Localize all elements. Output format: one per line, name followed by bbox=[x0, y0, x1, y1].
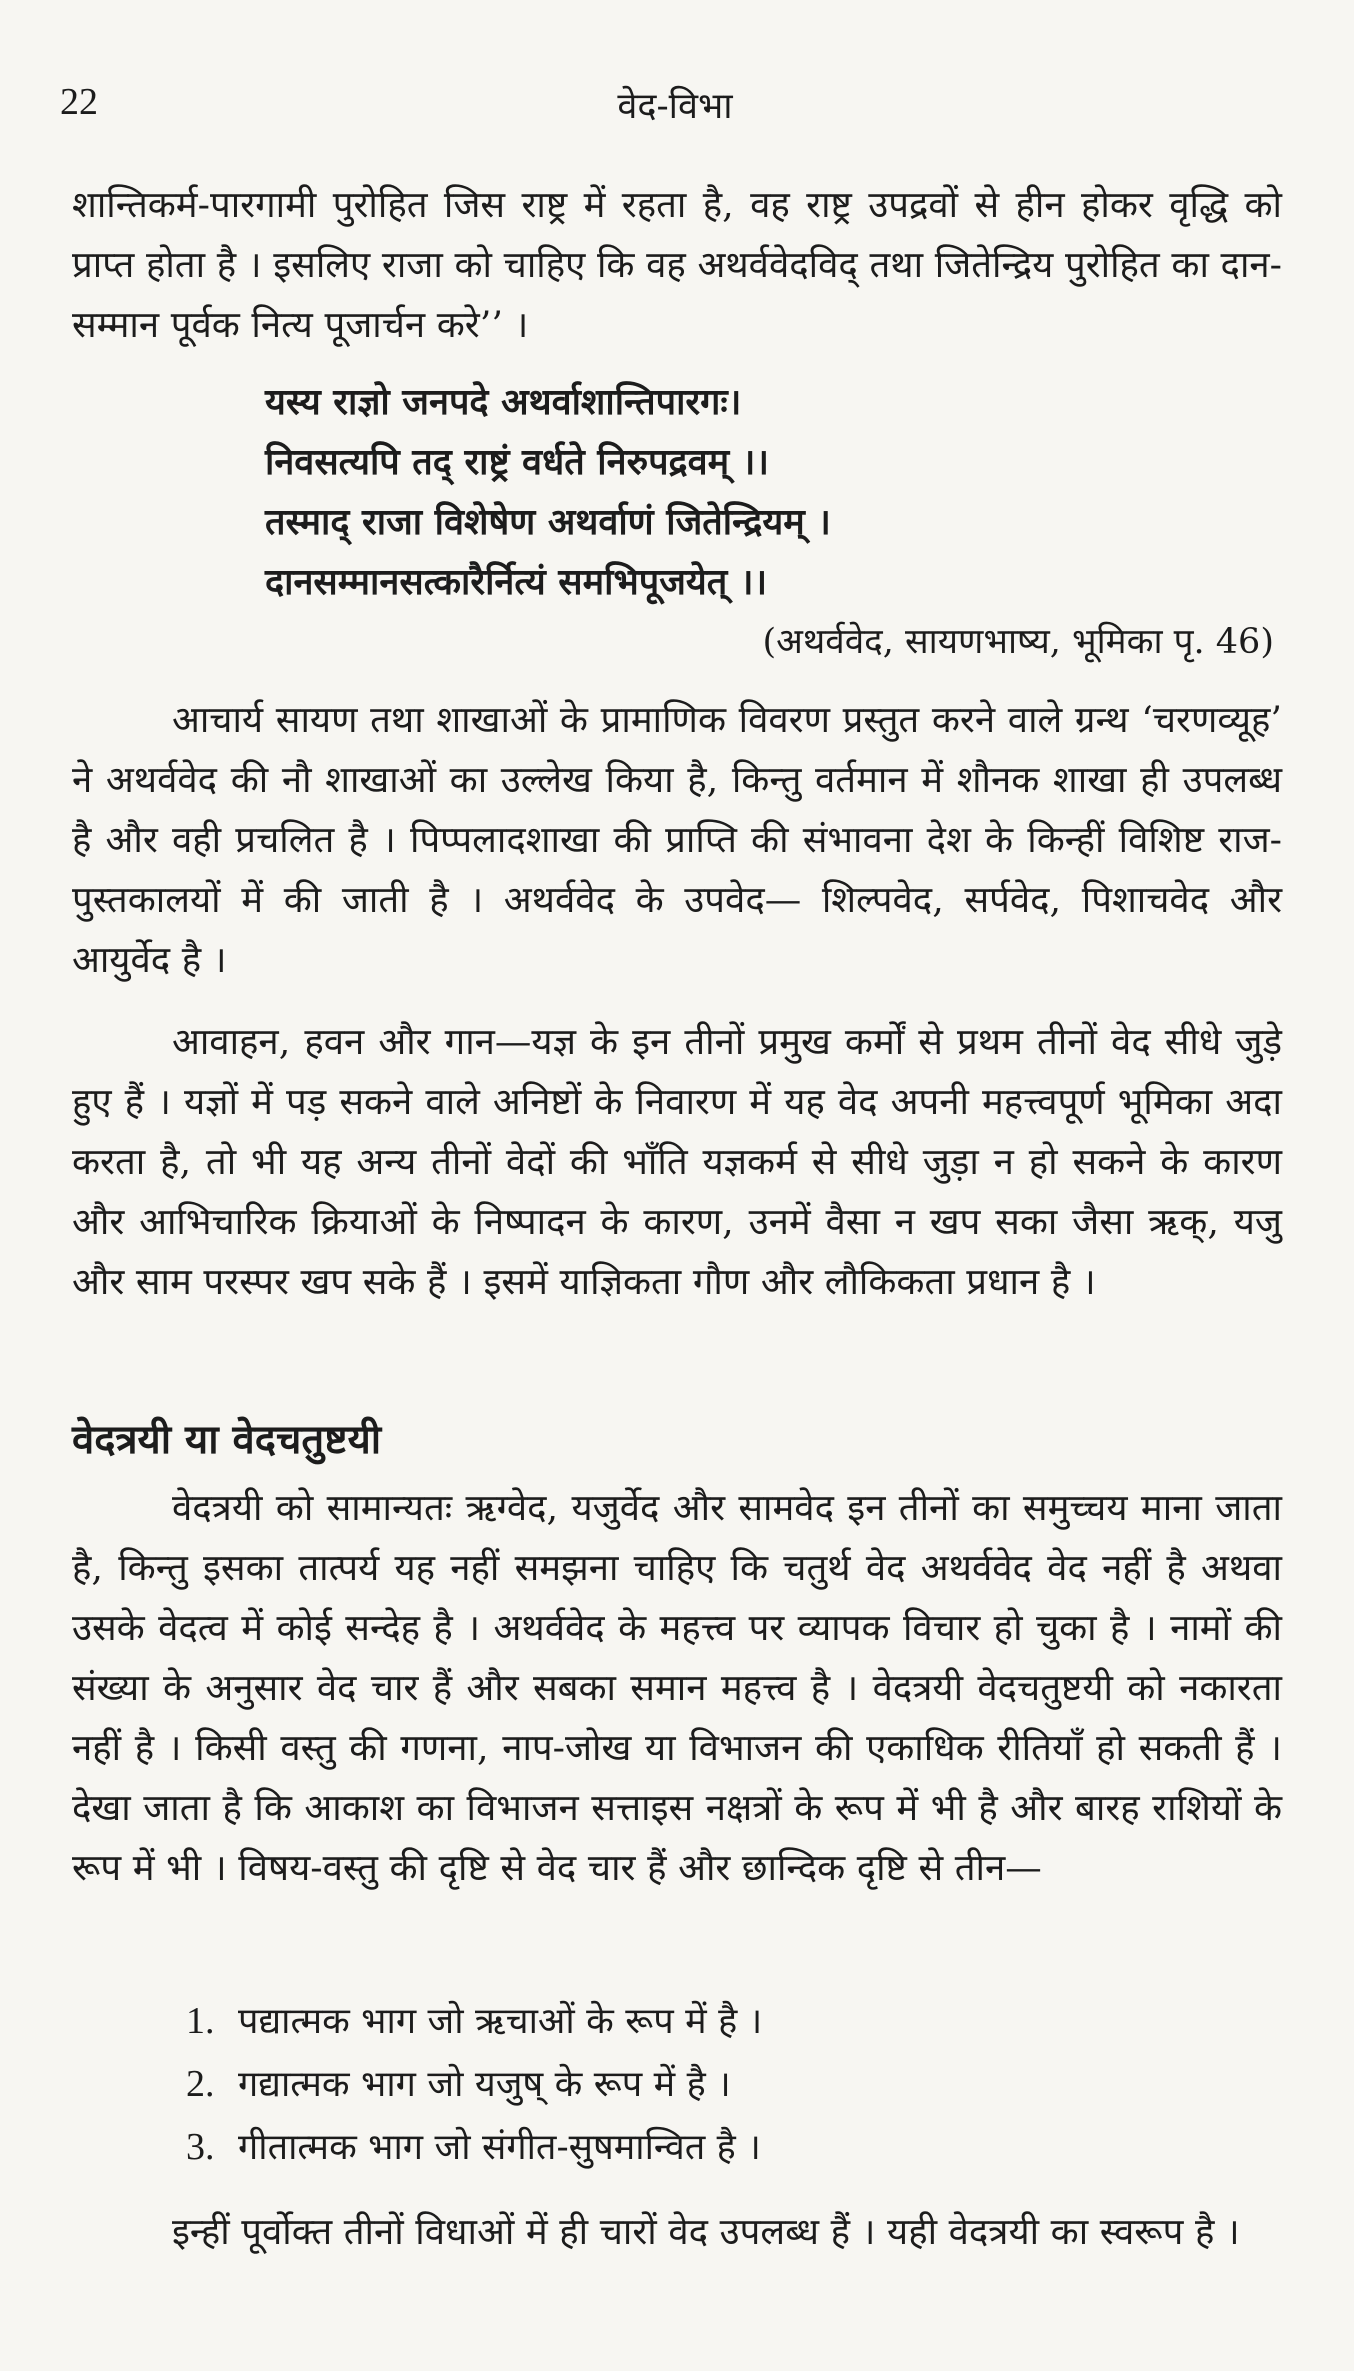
paragraph-4 bbox=[72, 1478, 1282, 1898]
paragraph-text: आचार्य सायण तथा शाखाओं के प्रामाणिक विवरण प्रस्तुत करने वाले ग्रन्थ ‘चरणव्यूह’ ने अथर्ववेद की नौ शाखाओं का उल्लेख किया है, किन्तु वर्तमान में शौनक शाखा ही उपलब्ध है और वही प्रचलित है । पिप्पलादशाखा की प्राप्ति की संभावना देश के किन्हीं विशिष्ट राज-पुस्तकालयों में की जाती है । अथर्ववेद के उपवेद— शिल्पवेद, सर्पवेद, पिशाचवेद और आयुर्वेद है । bbox=[72, 698, 1282, 981]
verse-line-2: निवसत्यपि तद् राष्ट्रं वर्धते निरुपद्रवम् ।। bbox=[265, 441, 770, 483]
verse-line-3: तस्माद् राजा विशेषेण अथर्वाणं जितेन्द्रियम् । bbox=[265, 501, 831, 543]
list-item-text: गद्यात्मक भाग जो यजुष् के रूप में है । bbox=[238, 2064, 731, 2105]
paragraph-text: आवाहन, हवन और गान—यज्ञ के इन तीनों प्रमुख कर्मों से प्रथम तीनों वेद सीधे जुड़े हुए हैं । यज्ञों में पड़ सकने वाले अनिष्टों के निवारण में यह वेद अपनी महत्त्वपूर्ण भूमिका अदा करता है, तो भी यह अन्य तीनों वेदों की भाँति यज्ञकर्म से सीधे जुड़ा न हो सकने के कारण और आभिचारिक क्रियाओं के निष्पादन के कारण, उनमें वैसा न खप सका जैसा ऋक्, यजु और साम परस्पर खप सके हैं । इसमें याज्ञिकता गौण और लौकिकता प्रधान है । bbox=[72, 1020, 1282, 1303]
verse-citation: (अथर्ववेद, सायणभाष्य, भूमिका पृ. 46) bbox=[762, 622, 1274, 662]
paragraph-3 bbox=[72, 1012, 1282, 1312]
paragraph-2 bbox=[72, 690, 1282, 990]
paragraph-5 bbox=[72, 2202, 1282, 2262]
running-title: वेद-विभा bbox=[617, 86, 733, 127]
list-item-text: पद्यात्मक भाग जो ऋचाओं के रूप में है । bbox=[238, 2001, 763, 2042]
list-item-number: 1. bbox=[186, 2000, 215, 2042]
list-item bbox=[186, 1990, 762, 2053]
page-number: 22 bbox=[60, 81, 98, 123]
list-item bbox=[186, 2116, 762, 2179]
section-heading: वेदत्रयी या वेदचतुष्टयी bbox=[72, 1416, 382, 1463]
verse-line-4: दानसम्मानसत्कारैर्नित्यं समभिपूजयेत् ।। bbox=[265, 561, 768, 603]
sanskrit-verse bbox=[265, 372, 831, 612]
list-item bbox=[186, 2053, 762, 2116]
list-item-number: 3. bbox=[186, 2126, 215, 2168]
paragraph-text: शान्तिकर्म-पारगामी पुरोहित जिस राष्ट्र में रहता है, वह राष्ट्र उपद्रवों से हीन होकर वृद्धि को प्राप्त होता है । इसलिए राजा को चाहिए कि वह अथर्ववेदविद् तथा जितेन्द्रिय पुरोहित का दान-सम्मान पूर्वक नित्य पूजार्चन करे’’ । bbox=[72, 183, 1282, 346]
paragraph-text: वेदत्रयी को सामान्यतः ऋग्वेद, यजुर्वेद और सामवेद इन तीनों का समुच्चय माना जाता है, किन्तु इसका तात्पर्य यह नहीं समझना चाहिए कि चतुर्थ वेद अथर्ववेद वेद नहीं है अथवा उसके वेदत्व में कोई सन्देह है । अथर्ववेद के महत्त्व पर व्यापक विचार हो चुका है । नामों की संख्या के अनुसार वेद चार हैं और सबका समान महत्त्व है । वेदत्रयी वेदचतुष्टयी को नकारता नहीं है । किसी वस्तु की गणना, नाप-जोख या विभाजन की एकाधिक रीतियाँ हो सकती हैं । देखा जाता है कि आकाश का विभाजन सत्ताइस नक्षत्रों के रूप में भी है और बारह राशियों के रूप में भी । विषय-वस्तु की दृष्टि से वेद चार हैं और छान्दिक दृष्टि से तीन— bbox=[72, 1486, 1282, 1889]
list-item-text: गीतात्मक भाग जो संगीत-सुषमान्वित है । bbox=[238, 2127, 761, 2168]
numbered-list bbox=[186, 1990, 762, 2179]
verse-line-1: यस्य राज्ञो जनपदे अथर्वाशान्तिपारगः। bbox=[265, 381, 742, 423]
list-item-number: 2. bbox=[186, 2063, 215, 2105]
page-header bbox=[60, 80, 1290, 140]
paragraph-1 bbox=[72, 175, 1282, 355]
paragraph-text: इन्हीं पूर्वोक्त तीनों विधाओं में ही चारों वेद उपलब्ध हैं । यही वेदत्रयी का स्वरूप है । bbox=[172, 2210, 1240, 2253]
